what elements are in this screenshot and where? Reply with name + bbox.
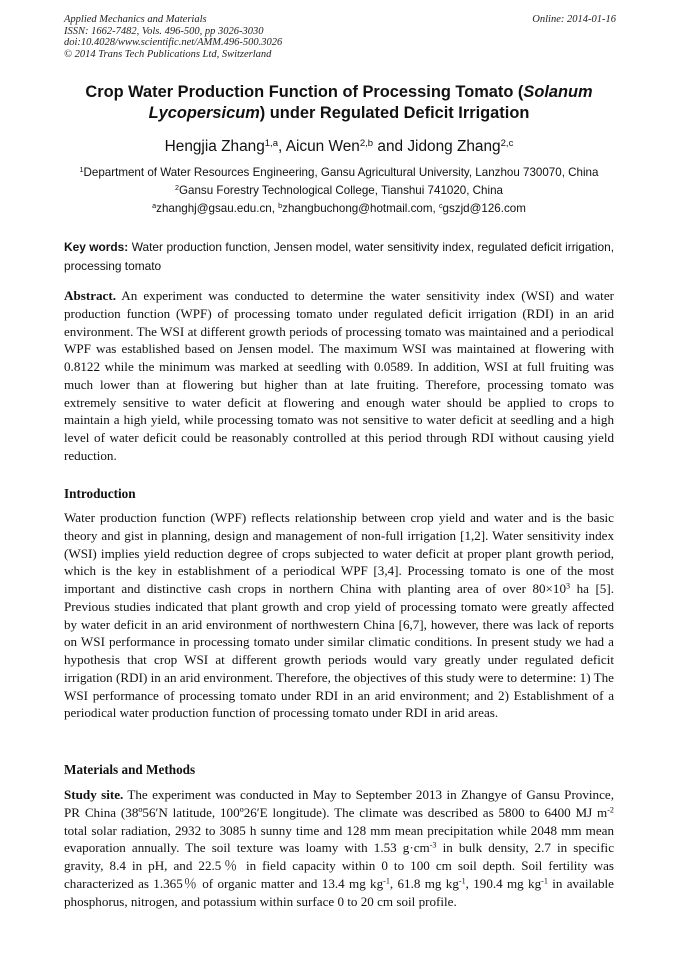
- email-separator: ,: [271, 202, 279, 215]
- abstract-text: An experiment was conducted to determine the water sensitivity index (WSI) and water production function (WPF) of processing tomato under regulated deficit irrigation (RDI) in an arid environment. The WSI at different growth periods of processing tomato was maintained and a periodical WPF was established based on Jensen model. The maximum WSI was maintained at flowering with 0.8122 while the minimum was marked at seedling with 0.0589. In addition, WSI at full fruiting was much lower than at flowering but higher than at late fruiting. Therefore, processing tomato was extremely sensitive to water deficit at flowering and enough water should be applied to crops to maintain a high yield, while processing tomato was not sensitive to water deficit at seedling and a high level of water deficit could be reasonably controlled at this period through RDI without causing yield reduction.: [64, 288, 614, 463]
- introduction-paragraph: [64, 509, 614, 722]
- author-affiliation-mark: 2,c: [500, 137, 514, 149]
- study-exponent: -1: [383, 876, 390, 886]
- introduction-heading: Introduction: [64, 486, 136, 501]
- intro-exponent: 3: [566, 581, 571, 591]
- affiliation-1: [40, 165, 638, 180]
- author-name: Jidong Zhang: [407, 138, 501, 155]
- keywords-label: Key words:: [64, 240, 129, 254]
- intro-text-2: ha [5]. Previous studies indicated that plant growth and crop yield of processing tomato were greatly affected by water deficit in an arid environment of northwestern China [6,7], however, there was lack of reports on WSI performance in processing tomato under similar climatic conditions. In present study we had a hypothesis that crop WSI at different growth periods would vary greatly under regulated deficit irrigation (RDI) in an arid environment. Therefore, the objectives of this study were to determine: 1) The WSI performance of processing tomato under RDI in an arid environment; and 2) Establishment of a periodical water production function of processing tomato under RDI in arid areas.: [64, 581, 614, 721]
- author-separator: and: [373, 138, 408, 155]
- study-exponent: -3: [429, 840, 437, 850]
- title-part-2: ) under Regulated Deficit Irrigation: [259, 104, 530, 122]
- copyright-line: © 2014 Trans Tech Publications Ltd, Switzerland: [64, 48, 272, 60]
- study-text-6: in available phosphorus, nitrogen, and potassium within surface 0 to 20 cm soil profile.: [64, 875, 614, 909]
- email-mark: a: [152, 201, 157, 211]
- email-address: zhanghj@gsau.edu.cn: [156, 202, 272, 215]
- author-list: [40, 137, 638, 156]
- affiliation-text: Department of Water Resources Engineering, Gansu Agricultural University, Lanzhou 730070, China: [83, 166, 599, 179]
- keywords-paragraph: [64, 238, 614, 276]
- study-text-5: , 190.4 mg kg: [465, 875, 542, 891]
- abstract-paragraph: [64, 287, 614, 465]
- journal-header: [64, 14, 616, 60]
- study-text-3: in bulk density, 2.7 in specific gravity, 8.4 in pH, and 22.5％ in field capacity within 0 to 100 cm soil depth. Soil fertility was characterized as 1.365％ of organic matter and 13.4 mg kg: [64, 840, 614, 891]
- affiliation-2: [40, 183, 638, 198]
- email-separator: ,: [432, 202, 439, 215]
- author-name: Aicun Wen: [285, 138, 360, 155]
- title-part-1: Crop Water Production Function of Processing Tomato (: [85, 83, 524, 101]
- study-text-1: The experiment was conducted in May to September 2013 in Zhangye of Gansu Province, PR China (38º56′N latitude, 100º26′E longitude). The climate was described as 5800 to 6400 MJ m: [64, 787, 614, 820]
- study-exponent: -1: [458, 876, 466, 886]
- study-exponent: -1: [541, 876, 548, 886]
- abstract-label: Abstract.: [64, 288, 116, 303]
- author-affiliation-mark: 1,a: [264, 137, 278, 149]
- email-mark: c: [438, 201, 443, 211]
- author-affiliation-mark: 2,b: [359, 137, 374, 149]
- study-exponent: -2: [607, 805, 614, 815]
- email-address: gszjd@126.com: [442, 202, 526, 215]
- affiliation-mark: 1: [79, 165, 84, 175]
- affiliation-text: Gansu Forestry Technological College, Tianshui 741020, China: [179, 184, 503, 197]
- email-line: [40, 201, 638, 216]
- email-address: zhangbuchong@hotmail.com: [282, 202, 433, 215]
- keywords-text: Water production function, Jensen model, water sensitivity index, regulated deficit irrigation, processing tomato: [64, 240, 614, 273]
- intro-text-1: Water production function (WPF) reflects relationship between crop yield and water and is the basic theory and gist in planning, design and management of non-full irrigation [1,2]. Water sensitivity index (WSI) implies yield reduction degree of crops subjected to water deficit at proper plant growth period, which is the key in establishment of a periodical WPF [3,4]. Processing tomato is one of the most important and distinctive cash crops in northern China with planting area of over 80×10: [64, 510, 614, 596]
- author-name: Hengjia Zhang: [164, 138, 265, 155]
- online-date: Online: 2014-01-16: [532, 14, 616, 25]
- study-site-paragraph: [64, 786, 614, 910]
- author-separator: ,: [278, 138, 286, 155]
- journal-name: Applied Mechanics and Materials: [64, 14, 207, 25]
- methods-heading: Materials and Methods: [64, 762, 196, 777]
- issn-line: ISSN: 1662-7482, Vols. 496-500, pp 3026-3030: [64, 25, 264, 37]
- email-mark: b: [278, 201, 283, 211]
- study-text-2: total solar radiation, 2932 to 3085 h sunny time and 128 mm mean precipitation while 2048 mm mean evaporation annually. The soil texture was loamy with 1.53 g·cm: [64, 822, 614, 856]
- study-text-4: , 61.8 mg kg: [389, 875, 459, 891]
- study-site-label: Study site.: [64, 787, 124, 802]
- title-species: Solanum Lycopersicum: [148, 83, 593, 122]
- paper-title: [40, 82, 638, 124]
- doi-line: doi:10.4028/www.scientific.net/AMM.496-500.3026: [64, 37, 283, 49]
- affiliation-mark: 2: [175, 183, 180, 193]
